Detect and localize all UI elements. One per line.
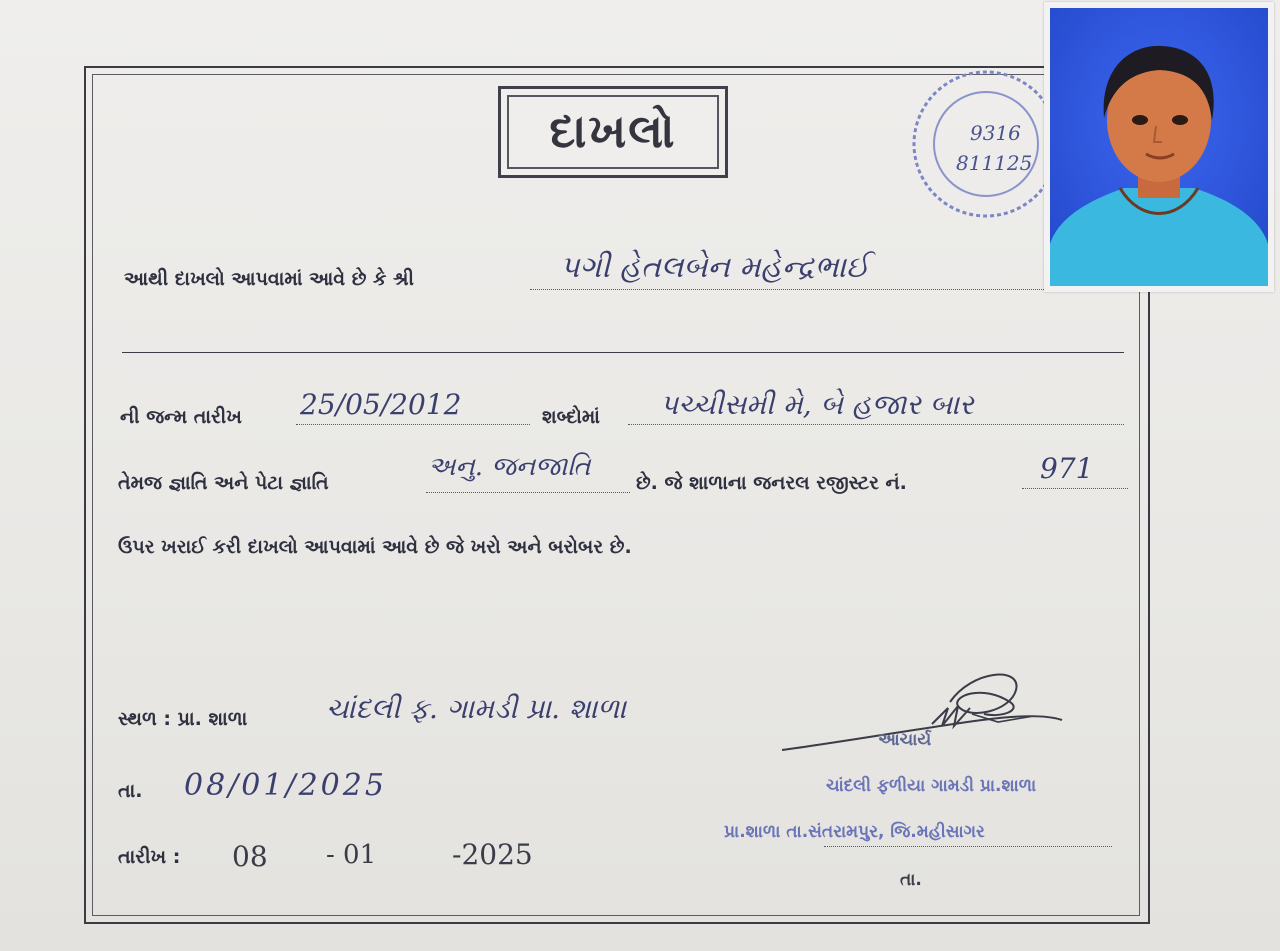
student-photo <box>1044 2 1274 292</box>
date-full-month: - 01 <box>326 840 377 870</box>
words-underline <box>628 424 1124 425</box>
register-underline <box>1022 488 1128 489</box>
stamp-school-name: ચાંદલી ફળીયા ગામડી પ્રા.શાળા <box>826 776 1037 796</box>
stamp-date-label: તા. <box>900 870 922 890</box>
seal-number-bottom: 811125 <box>956 151 1033 175</box>
stamp-address-underline <box>824 846 1112 847</box>
stamp-designation: આચાર્ય <box>878 730 932 750</box>
line2-prefix: ની જન્મ તારીખ <box>120 406 242 428</box>
place-label: સ્થળ : પ્રા. શાળા <box>118 708 248 730</box>
blank-line <box>122 352 1124 353</box>
place-value: ચાંદલી ફ. ગામડી પ્રા. શાળા <box>326 692 627 725</box>
school-round-seal <box>906 58 1056 230</box>
date-short-value: 08/01/2025 <box>184 768 387 803</box>
date-full-label: તારીખ : <box>118 846 181 868</box>
dob-in-words: પચ્ચીસમી મે, બે હજાર બાર <box>660 388 974 421</box>
document-title: દાખલો <box>507 95 719 169</box>
line3-middle: છે. જે શાળાના જનરલ રજીસ્ટર નં. <box>636 472 907 494</box>
date-short-label: તા. <box>118 780 143 802</box>
words-label: શબ્દોમાં <box>542 406 600 428</box>
line1-prefix: આથી દાખલો આપવામાં આવે છે કે શ્રી <box>124 268 414 290</box>
caste-value: અનુ. જનજાતિ <box>428 452 591 482</box>
caste-underline <box>426 492 630 493</box>
dob-underline <box>296 424 530 425</box>
student-name: પગી હેતલબેન મહેન્દ્રભાઈ <box>560 250 870 285</box>
stamp-address: પ્રા.શાળા તા.સંતરામપુર, જિ.મહીસાગર <box>724 822 985 842</box>
date-full-day: 08 <box>232 840 268 873</box>
line3-prefix: તેમજ જ્ઞાતિ અને પેટા જ્ઞાતિ <box>118 472 329 494</box>
date-full-year: -2025 <box>452 838 533 871</box>
name-underline <box>530 289 1050 290</box>
title-box <box>498 86 728 178</box>
date-of-birth: 25/05/2012 <box>300 388 462 421</box>
line4-text: ઉપર ખરાઈ કરી દાખલો આપવામાં આવે છે જે ખરો અને બરોબર છે. <box>118 536 632 558</box>
register-number: 971 <box>1040 452 1094 485</box>
seal-number-top: 9316 <box>970 121 1021 145</box>
